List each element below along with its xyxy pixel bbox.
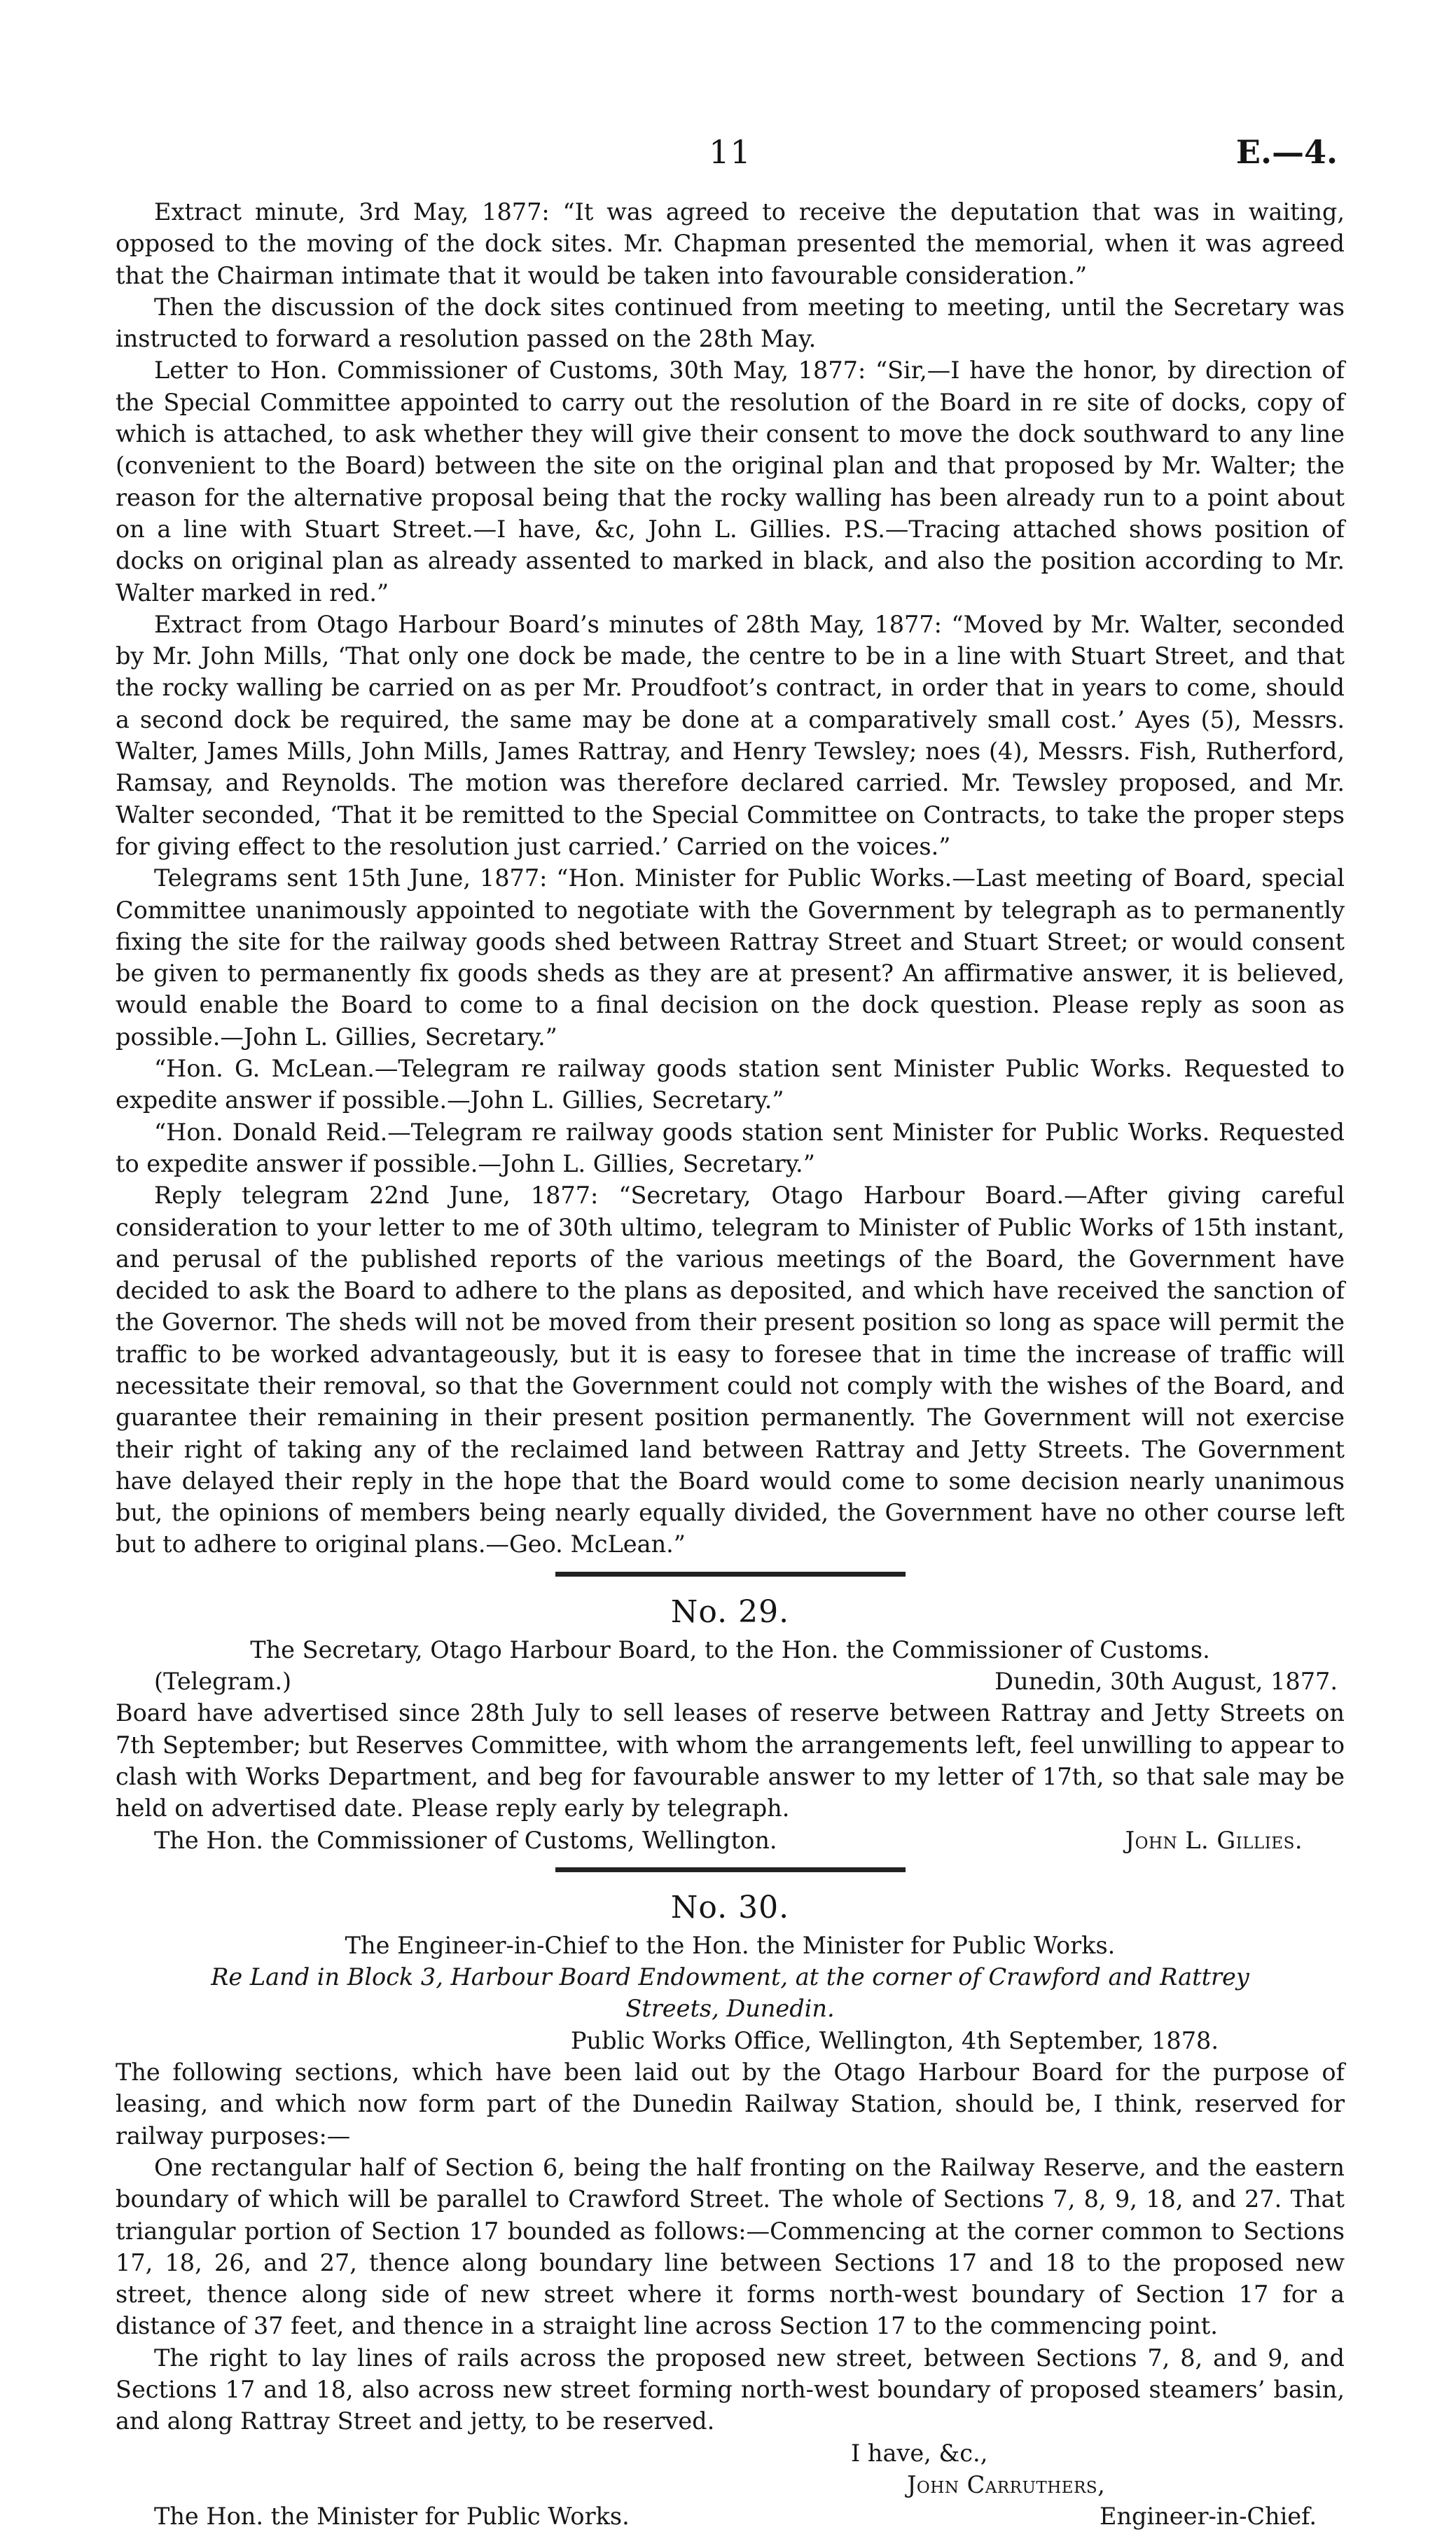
- paragraph: Then the discussion of the dock sites continued from meeting to meeting, until the Secretary was instructed to forward a resolution passed on the 28th May.: [116, 293, 1345, 353]
- no29-section: [116, 1591, 1345, 1856]
- section-divider: [555, 1867, 906, 1872]
- addressee: The Hon. the Minister for Public Works.: [154, 2503, 630, 2531]
- paragraph: “Hon. Donald Reid.—Telegram re railway goods station sent Minister for Public Works. Requested to expedite answer if possible.—John L. Gillies, Secretary.”: [116, 1118, 1345, 1177]
- document-page: [116, 133, 1345, 2532]
- paragraph: Reply telegram 22nd June, 1877: “Secretary, Otago Harbour Board.—After giving careful consideration to your letter to me of 30th ultimo, telegram to Minister of Public Works of 15th instant, and perusal of the published reports of the various meetings of the Board, the Government have decided to ask the Board to adhere to the plans as deposited, and which have received the sanction of the Governor. The sheds will not be moved from their present position so long as space will permit the traffic to be worked advantageously, but it is easy to foresee that in time the increase of traffic will necessitate their removal, so that the Government could not comply with the wishes of the Board, and guarantee their remaining in their present position permanently. The Government will not exercise their right of taking any of the reclaimed land between Rattray and Jetty Streets. The Government have delayed their reply in the hope that the Board would come to some decision nearly unanimous but, the opinions of members being nearly equally divided, the Government have no other course left but to adhere to original plans.—Geo. McLean.”: [116, 1182, 1345, 1558]
- paragraph: Extract from Otago Harbour Board’s minutes of 28th May, 1877: “Moved by Mr. Walter, seconded by Mr. John Mills, ‘That only one dock be made, the centre to be in a line with Stuart Street, and that the rocky walling be carried on as per Mr. Proudfoot’s contract, in order that in years to come, should a second dock be required, the same may be done at a comparatively small cost.’ Ayes (5), Messrs. Walter, James Mills, John Mills, James Rattray, and Henry Tewsley; noes (4), Messrs. Fish, Rutherford, Ramsay, and Reynolds. The motion was therefore declared carried. Mr. Tewsley proposed, and Mr. Walter seconded, ‘That it be remitted to the Special Committee on Contracts, to take the proper steps for giving effect to the resolution just carried.’ Carried on the voices.”: [116, 610, 1345, 860]
- message-body: Board have advertised since 28th July to sell leases of reserve between Rattray and Jetty Streets on 7th September; but Reserves Committee, with whom the arrangements left, feel unwilling to appear to clash with Works Department, and beg for favourable answer to my letter of 17th, so that sale may be held on advertised date. Please reply early by telegraph.: [116, 1699, 1345, 1822]
- section-number: No. 30.: [670, 1889, 790, 1925]
- paragraph: “Hon. G. McLean.—Telegram re railway goods station sent Minister Public Works. Requested to expedite answer if possible.—John L. Gillies, Secretary.”: [116, 1055, 1345, 1114]
- intro-section: [116, 196, 1345, 1561]
- addressee: The Hon. the Commissioner of Customs, Wellington.: [154, 1826, 777, 1854]
- signature: John L. Gillies.: [1125, 1826, 1303, 1854]
- place-date: Public Works Office, Wellington, 4th September, 1878.: [571, 2026, 1219, 2054]
- addressee-row: [116, 2500, 1345, 2532]
- document-reference: E.—4.: [1235, 133, 1338, 171]
- paragraph: Letter to Hon. Commissioner of Customs, 30th May, 1877: “Sir,—I have the honor, by direction of the Special Committee appointed to carry out the resolution of the Board in re site of docks, copy of which is attached, to ask whether they will give their consent to move the dock southward to any line (convenient to the Board) between the site on the original plan and that proposed by Mr. Walter; the reason for the alternative proposal being that the rocky walling has been already run to a point about on a line with Stuart Street.—I have, &c, John L. Gillies. P.S.—Tracing attached shows position of docks on original plan as already assented to marked in black, and also the position according to Mr. Walter marked in red.”: [116, 357, 1345, 607]
- place-date: Dunedin, 30th August, 1877.: [994, 1668, 1338, 1696]
- subject-line: [116, 1961, 1345, 1993]
- kind-date-row: [116, 1666, 1345, 1697]
- paragraph: Telegrams sent 15th June, 1877: “Hon. Minister for Public Works.—Last meeting of Board, special Committee unanimously appointed to negotiate with the Government by telegraph as to permanently fixing the site for the railway goods shed between Rattray Street and Stuart Street; or would consent be given to permanently fix goods sheds as they are at present? An affirmative answer, it is believed, would enable the Board to come to a final decision on the dock question. Please reply as soon as possible.—John L. Gillies, Secretary.”: [116, 864, 1345, 1051]
- paragraph: One rectangular half of Section 6, being the half fronting on the Railway Reserve, and the eastern boundary of which will be parallel to Crawford Street. The whole of Sections 7, 8, 9, 18, and 27. That triangular portion of Section 17 bounded as follows:—Commencing at the corner common to Sections 17, 18, 26, and 27, thence along boundary line between Sections 17 and 18 to the proposed new street, thence along side of new street where it forms north-west boundary of Section 17 for a distance of 37 feet, and thence in a straight line across Section 17 to the commencing point.: [116, 2153, 1345, 2340]
- page-header: [116, 133, 1345, 196]
- paragraph: The right to lay lines of rails across the proposed new street, between Sections 7, 8, and 9, and Sections 17 and 18, also across new street forming north-west boundary of proposed steamers’ basin, and along Rattray Street and jetty, to be reserved.: [116, 2344, 1345, 2435]
- section-heading: The Secretary, Otago Harbour Board, to the Hon. the Commissioner of Customs.: [250, 1635, 1210, 1663]
- signatory-title: Engineer-in-Chief.: [1100, 2503, 1317, 2531]
- subject-text: Re Land in Block 3, Harbour Board Endowment, at the corner of Crawford and Rattrey: [211, 1963, 1249, 1991]
- addressee-row: [116, 1825, 1345, 1856]
- page-number: 11: [709, 133, 751, 171]
- section-divider: [555, 1572, 906, 1577]
- message-kind: (Telegram.): [154, 1668, 292, 1696]
- subject-text: Streets, Dunedin.: [625, 1995, 835, 2023]
- closing: I have, &c.,: [851, 2439, 988, 2467]
- no30-section: [116, 1886, 1345, 2532]
- section-number: No. 29.: [670, 1593, 790, 1630]
- signatory: John Carruthers,: [907, 2470, 1106, 2498]
- paragraph: The following sections, which have been laid out by the Otago Harbour Board for the purpose of leasing, and which now form part of the Dunedin Railway Station, should be, I think, reserved for railway purposes:—: [116, 2059, 1345, 2150]
- section-heading: The Engineer-in-Chief to the Hon. the Minister for Public Works.: [345, 1931, 1116, 1959]
- paragraph: Extract minute, 3rd May, 1877: “It was agreed to receive the deputation that was in waiting, opposed to the moving of the dock sites. Mr. Chapman presented the memorial, when it was agreed that the Chairman intimate that it would be taken into favourable consideration.”: [116, 198, 1345, 289]
- subject-line-continued: [116, 1993, 1345, 2024]
